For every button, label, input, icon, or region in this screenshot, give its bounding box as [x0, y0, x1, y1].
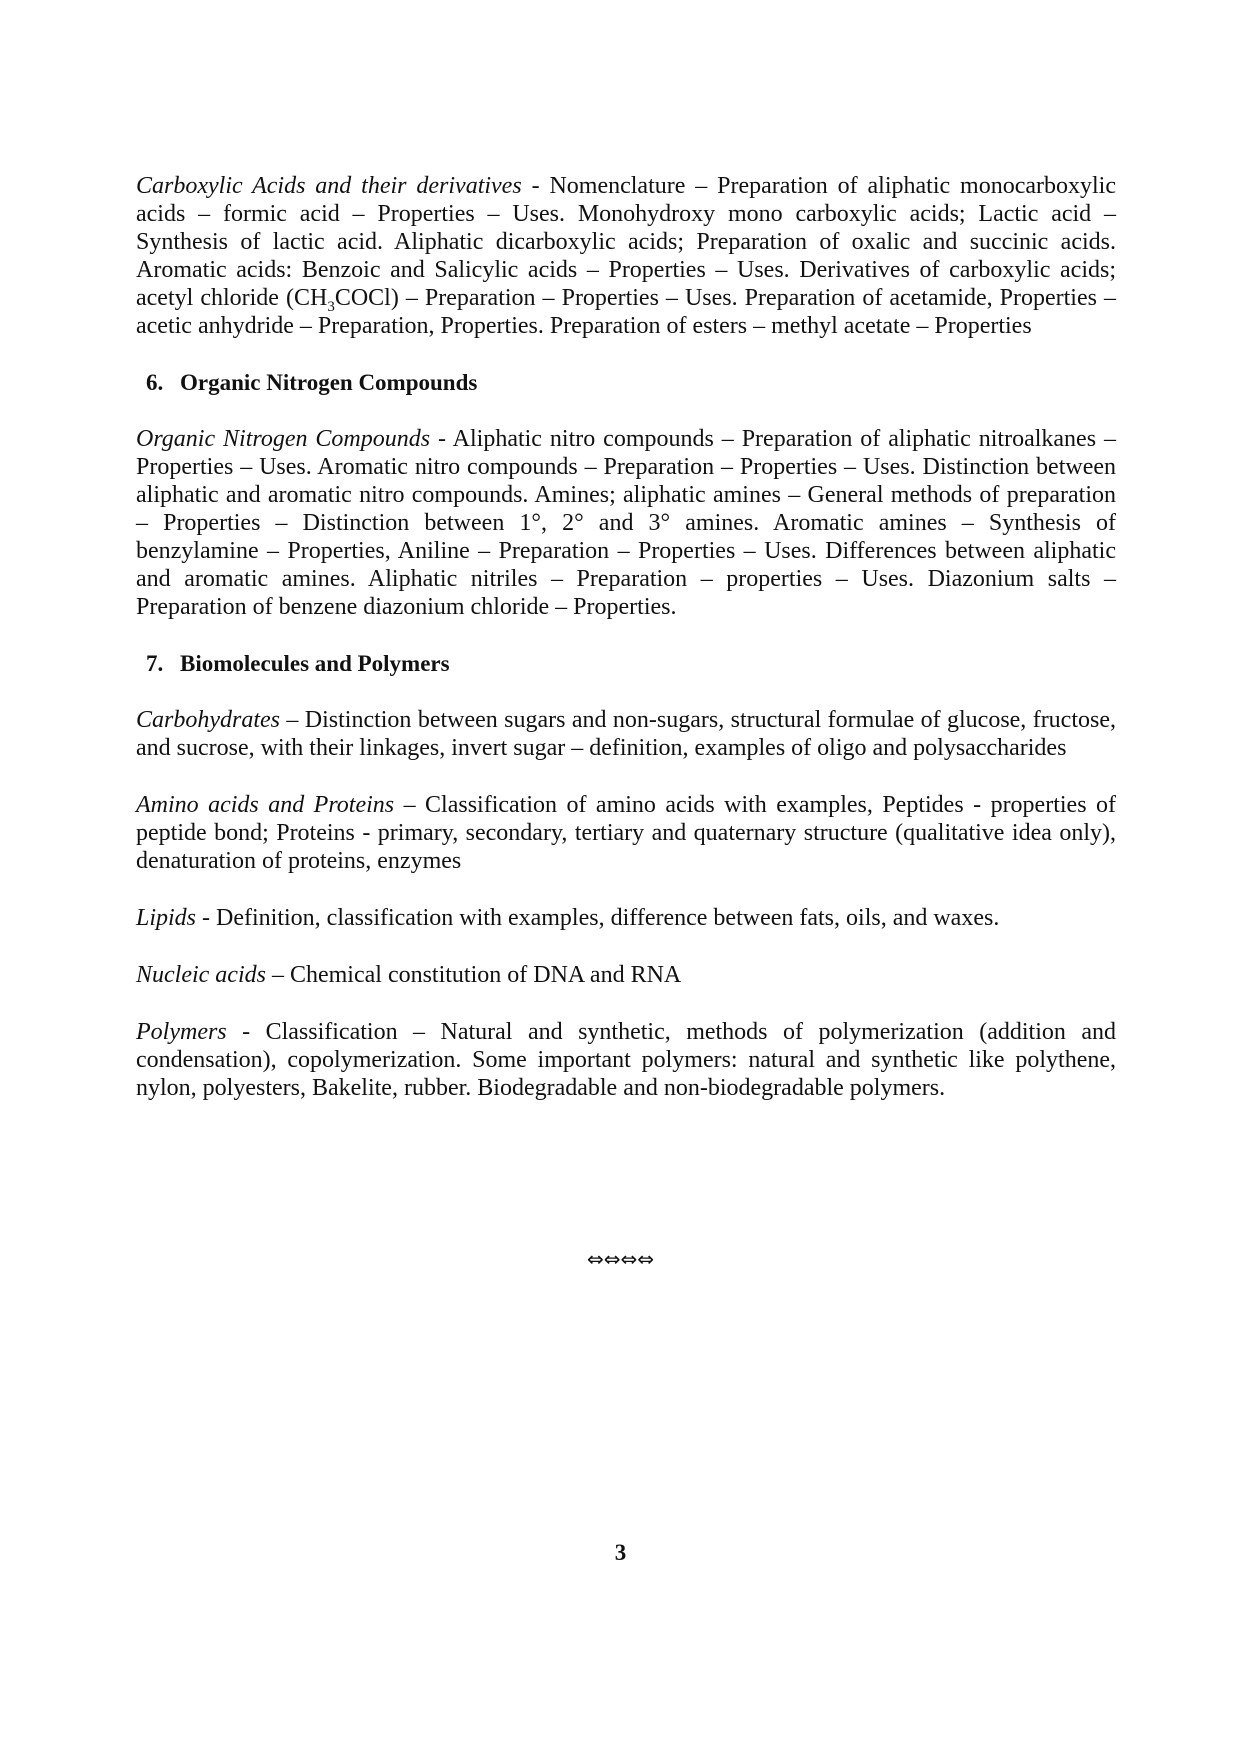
carbohydrates-title: Carbohydrates	[136, 707, 280, 733]
section-number: 7.	[146, 651, 164, 676]
carboxylic-acids-text: - Nomenclature – Preparation of aliphatic monocarboxylic acids – formic acid – Properties – Uses. Monohydroxy mono carboxylic acids; Lactic acid – Synthesis of lactic acid. Aliphatic dicarboxylic acids; Preparation of oxalic and succinic acids. Aromatic acids: Benzoic and Salicylic acids – Properties – Uses. Derivatives of carboxylic acids; acetyl chloride (CH	[136, 173, 1116, 311]
lipids-title: Lipids	[136, 905, 197, 931]
nitrogen-compounds-text: - Aliphatic nitro compounds – Preparation of aliphatic nitroalkanes – Properties – Uses. Aromatic nitro compounds – Preparation – Properties – Uses. Distinction between aliphatic and aromatic nitro compounds. Amines; aliphatic amines – General methods of preparation – Properties – Distinction between 1°, 2° and 3° amines. Aromatic amines – Synthesis of benzylamine – Properties, Aniline – Preparation – Properties – Uses. Differences between aliphatic and aromatic amines. Aliphatic nitriles – Preparation – properties – Uses. Diazonium salts – Preparation of benzene diazonium chloride – Properties.	[136, 426, 1116, 620]
nucleic-acids-paragraph	[136, 961, 1116, 989]
carboxylic-acids-text-continued: COCl) – Preparation – Properties – Uses. Preparation of acetamide, Properties – acetic anhydride – Preparation, Properties. Preparation of esters – methyl acetate – Properties	[136, 285, 1116, 339]
carbohydrates-paragraph	[136, 706, 1116, 762]
carboxylic-acids-paragraph	[136, 172, 1116, 340]
amino-acids-title: Amino acids and Proteins	[136, 792, 395, 818]
lipids-paragraph	[136, 904, 1116, 932]
nitrogen-compounds-title: Organic Nitrogen Compounds	[136, 426, 431, 452]
nitrogen-compounds-paragraph	[136, 425, 1116, 621]
polymers-title: Polymers	[136, 1019, 227, 1045]
section-title: Biomolecules and Polymers	[180, 651, 450, 676]
carbohydrates-text: – Distinction between sugars and non-sugars, structural formulae of glucose, fructose, and sucrose, with their linkages, invert sugar – definition, examples of oligo and polysaccharides	[136, 707, 1116, 761]
section-heading-7	[146, 650, 1116, 678]
section-number: 6.	[146, 370, 164, 395]
polymers-paragraph	[136, 1018, 1116, 1102]
carboxylic-acids-title: Carboxylic Acids and their derivatives	[136, 173, 522, 199]
formula-subscript: 3	[327, 298, 335, 315]
amino-acids-paragraph	[136, 791, 1116, 875]
section-divider: ⇔⇔⇔⇔	[586, 1247, 655, 1271]
page-number: 3	[614, 1540, 627, 1565]
nucleic-acids-title: Nucleic acids	[136, 962, 266, 988]
lipids-text: - Definition, classification with examples, difference between fats, oils, and waxes.	[196, 905, 1000, 931]
section-heading-6	[146, 369, 1116, 397]
section-title: Organic Nitrogen Compounds	[180, 370, 478, 395]
amino-acids-text: – Classification of amino acids with examples, Peptides - properties of peptide bond; Proteins - primary, secondary, tertiary and quaternary structure (qualitative idea only), denaturation of proteins, enzymes	[136, 792, 1116, 874]
nucleic-acids-text: – Chemical constitution of DNA and RNA	[265, 962, 682, 988]
polymers-text: - Classification – Natural and synthetic, methods of polymerization (addition and condensation), copolymerization. Some important polymers: natural and synthetic like polythene, nylon, polyesters, Bakelite, rubber. Biodegradable and non-biodegradable polymers.	[136, 1019, 1116, 1101]
page-content	[136, 172, 1116, 1131]
